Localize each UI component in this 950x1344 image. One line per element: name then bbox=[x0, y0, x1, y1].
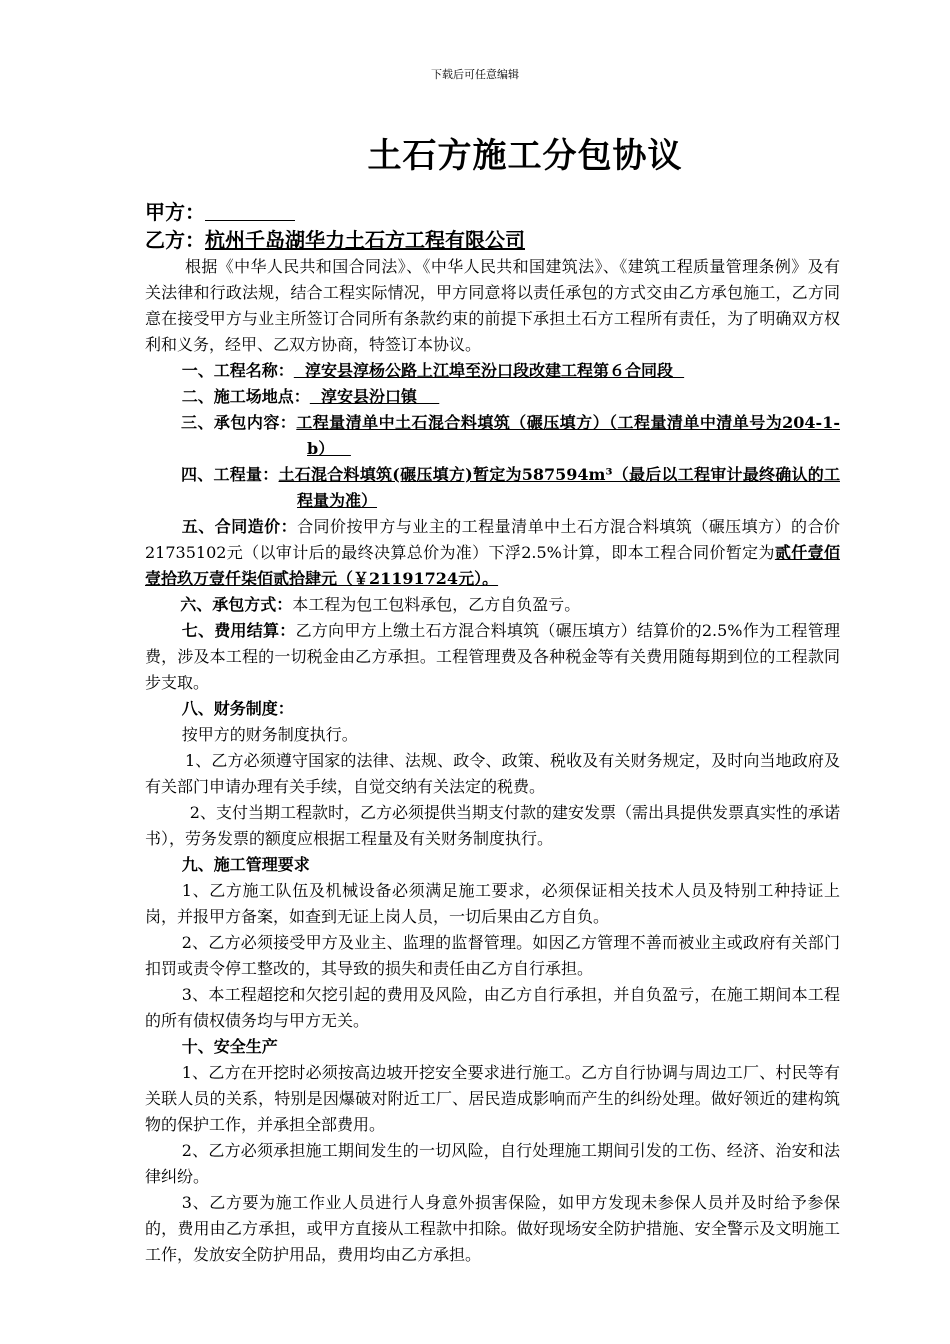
section-8-label: 八、财务制度： bbox=[181, 699, 294, 718]
section-10-label: 十、安全生产 bbox=[181, 1037, 278, 1056]
party-b-line bbox=[145, 226, 840, 254]
party-b-name: 杭州千岛湖华力土石方工程有限公司 bbox=[205, 228, 525, 252]
section-10-item-1: 1、乙方在开挖时必须按高边坡开挖安全要求进行施工。乙方自行协调与周边工厂、村民等有关联人员的关系，特别是因爆破对附近工厂、居民造成影响而产生的纠纷处理。做好领近的建构筑物的保护工作，并承担全部费用。 bbox=[145, 1063, 840, 1134]
party-a-label: 甲方： bbox=[145, 200, 205, 224]
section-7-label: 七、费用结算： bbox=[181, 621, 296, 640]
section-5-amount: 贰仟壹佰壹拾玖万壹仟柒佰贰拾肆元（￥21191724元）。 bbox=[145, 543, 840, 588]
party-b-label: 乙方： bbox=[145, 228, 205, 252]
section-7-text: 乙方向甲方上缴土石方混合料填筑（碾压填方）结算价的2.5%作为工程管理费，涉及本工程的一切税金由乙方承担。工程管理费及各种税金等有关费用随每期到位的工程款同步支取。 bbox=[145, 621, 840, 692]
section-4-label: 四、工程量： bbox=[181, 465, 279, 484]
section-9-heading bbox=[145, 852, 840, 878]
section-1-label: 一、工程名称： bbox=[181, 361, 294, 380]
section-8-lead: 按甲方的财务制度执行。 bbox=[181, 725, 358, 744]
section-2 bbox=[145, 384, 840, 410]
section-6 bbox=[145, 592, 840, 618]
document-title: 土石方施工分包协议 bbox=[367, 136, 683, 176]
section-10-item-3: 3、乙方要为施工作业人员进行人身意外损害保险，如甲方发现未参保人员并及时给予参保的，费用由乙方承担，或甲方直接从工程款中扣除。做好现场安全防护措施、安全警示及文明施工工作，发放安全防护用品，费用均由乙方承担。 bbox=[145, 1193, 840, 1264]
header-note: 下载后可任意编辑 bbox=[431, 68, 519, 81]
section-9-item-3: 3、本工程超挖和欠挖引起的费用及风险，由乙方自行承担，并自负盈亏，在施工期间本工程的所有债权债务均与甲方无关。 bbox=[145, 985, 840, 1030]
party-a-line bbox=[145, 198, 840, 226]
section-10-heading bbox=[145, 1034, 840, 1060]
section-5-text: 合同价按甲方与业主的工程量清单中土石方混合料填筑（碾压填方）的合价21735102元（以审计后的最终决算总价为准）下浮2.5%计算，即本工程合同价暂定为 bbox=[145, 517, 840, 562]
section-3-value: 工程量清单中土石混合料填筑（碾压填方）（工程量清单中清单号为204-1-b） bbox=[296, 413, 840, 458]
section-10-item-2: 2、乙方必须承担施工期间发生的一切风险，自行处理施工期间引发的工伤、经济、治安和法律纠纷。 bbox=[145, 1141, 840, 1186]
section-1-value: 淳安县淳杨公路上江埠至汾口段改建工程第６合同段 bbox=[293, 361, 685, 380]
section-7 bbox=[145, 618, 840, 696]
section-8-item-1: 1、乙方必须遵守国家的法律、法规、政令、政策、税收及有关财务规定，及时向当地政府及有关部门申请办理有关手续，自觉交纳有关法定的税费。 bbox=[145, 751, 840, 796]
section-5 bbox=[145, 514, 840, 592]
section-1 bbox=[145, 358, 840, 384]
section-4-value: 土石混合料填筑(碾压填方)暂定为587594m³（最后以工程审计最终确认的工程量为准） bbox=[278, 465, 840, 510]
section-2-value: 淳安县汾口镇 bbox=[309, 387, 440, 406]
intro-paragraph: 根据《中华人民共和国合同法》、《中华人民共和国建筑法》、《建筑工程质量管理条例》及有关法律和行政法规，结合工程实际情况，甲方同意将以责任承包的方式交由乙方承包施工，乙方同意在接受甲方与业主所签订合同所有条款约束的前提下承担土石方工程所有责任，为了明确双方权利和义务，经甲、乙双方协商，特签订本协议。 bbox=[145, 257, 840, 354]
party-a-blank bbox=[205, 200, 295, 221]
section-2-label: 二、施工场地点： bbox=[181, 387, 310, 406]
section-3 bbox=[145, 410, 840, 462]
section-8-heading bbox=[145, 696, 840, 722]
section-9-label: 九、施工管理要求 bbox=[181, 855, 310, 874]
section-6-text: 本工程为包工包料承包，乙方自负盈亏。 bbox=[292, 595, 581, 614]
document-body bbox=[145, 198, 840, 1268]
section-9-item-1: 1、乙方施工队伍及机械设备必须满足施工要求，必须保证相关技术人员及特别工种持证上岗，并报甲方备案，如查到无证上岗人员，一切后果由乙方自负。 bbox=[145, 881, 840, 926]
section-4 bbox=[145, 462, 840, 514]
section-5-label: 五、合同造价： bbox=[181, 517, 298, 536]
section-3-label: 三、承包内容： bbox=[181, 413, 297, 432]
section-6-label: 六、承包方式： bbox=[180, 595, 293, 614]
section-9-item-2: 2、乙方必须接受甲方及业主、监理的监督管理。如因乙方管理不善而被业主或政府有关部门扣罚或责令停工整改的，其导致的损失和责任由乙方自行承担。 bbox=[145, 933, 840, 978]
section-8-item-2: 2、支付当期工程款时，乙方必须提供当期支付款的建安发票（需出具提供发票真实性的承诺书），劳务发票的额度应根据工程量及有关财务制度执行。 bbox=[145, 803, 840, 848]
